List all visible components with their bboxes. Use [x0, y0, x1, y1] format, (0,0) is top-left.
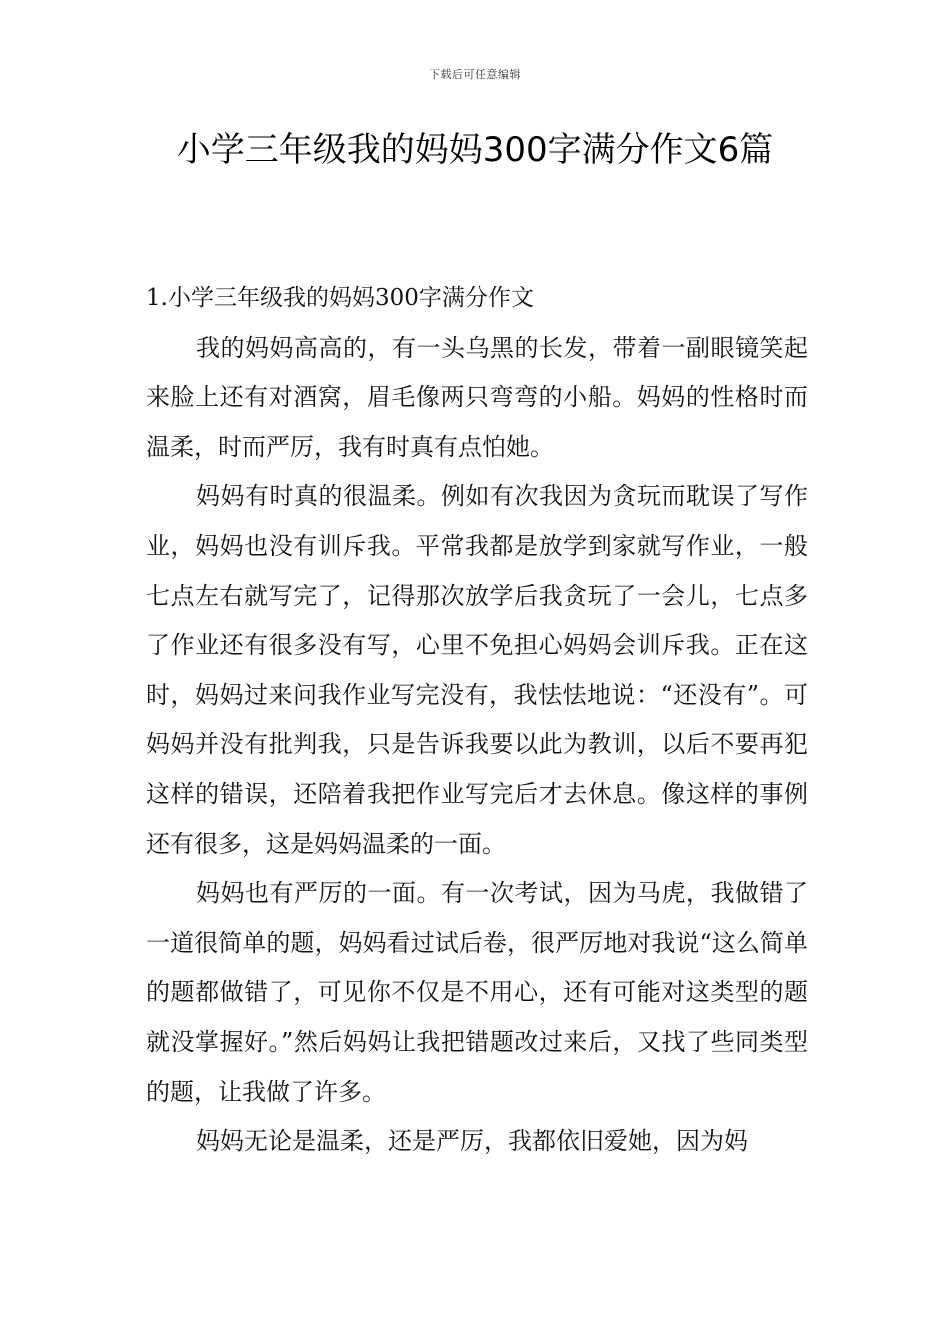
paragraph-2: 妈妈有时真的很温柔。例如有次我因为贪玩而耽误了写作业，妈妈也没有训斥我。平常我都是放学到家就写作业，一般七点左右就写完了，记得那次放学后我贪玩了一会儿，七点多了作业还有很多没有写，心里不免担心妈妈会训斥我。正在这时，妈妈过来问我作业写完没有，我怯怯地说：“还没有”。可妈妈并没有批判我，只是告诉我要以此为教训，以后不要再犯这样的错误，还陪着我把作业写完后才去休息。像这样的事例还有很多，这是妈妈温柔的一面。	[146, 482, 808, 858]
paragraph-3: 妈妈也有严厉的一面。有一次考试，因为马虎，我做错了一道很简单的题，妈妈看过试后卷，很严厉地对我说“这么简单的题都做错了，可见你不仅是不用心，还有可能对这类型的题就没掌握好。”然后妈妈让我把错题改过来后，又找了些同类型的题，让我做了许多。	[146, 879, 808, 1106]
header-note: 下载后可任意编辑	[429, 68, 521, 81]
document-title: 小学三年级我的妈妈300字满分作文6篇	[176, 130, 774, 170]
section-heading: 1.小学三年级我的妈妈300字满分作文	[146, 285, 534, 311]
paragraph-4: 妈妈无论是温柔，还是严厉，我都依旧爱她，因为妈	[196, 1127, 748, 1156]
paragraph-1: 我的妈妈高高的，有一头乌黑的长发，带着一副眼镜笑起来脸上还有对酒窝，眉毛像两只弯弯的小船。妈妈的性格时而温柔，时而严厉，我有时真有点怕她。	[146, 333, 808, 461]
document-body	[146, 274, 808, 1167]
